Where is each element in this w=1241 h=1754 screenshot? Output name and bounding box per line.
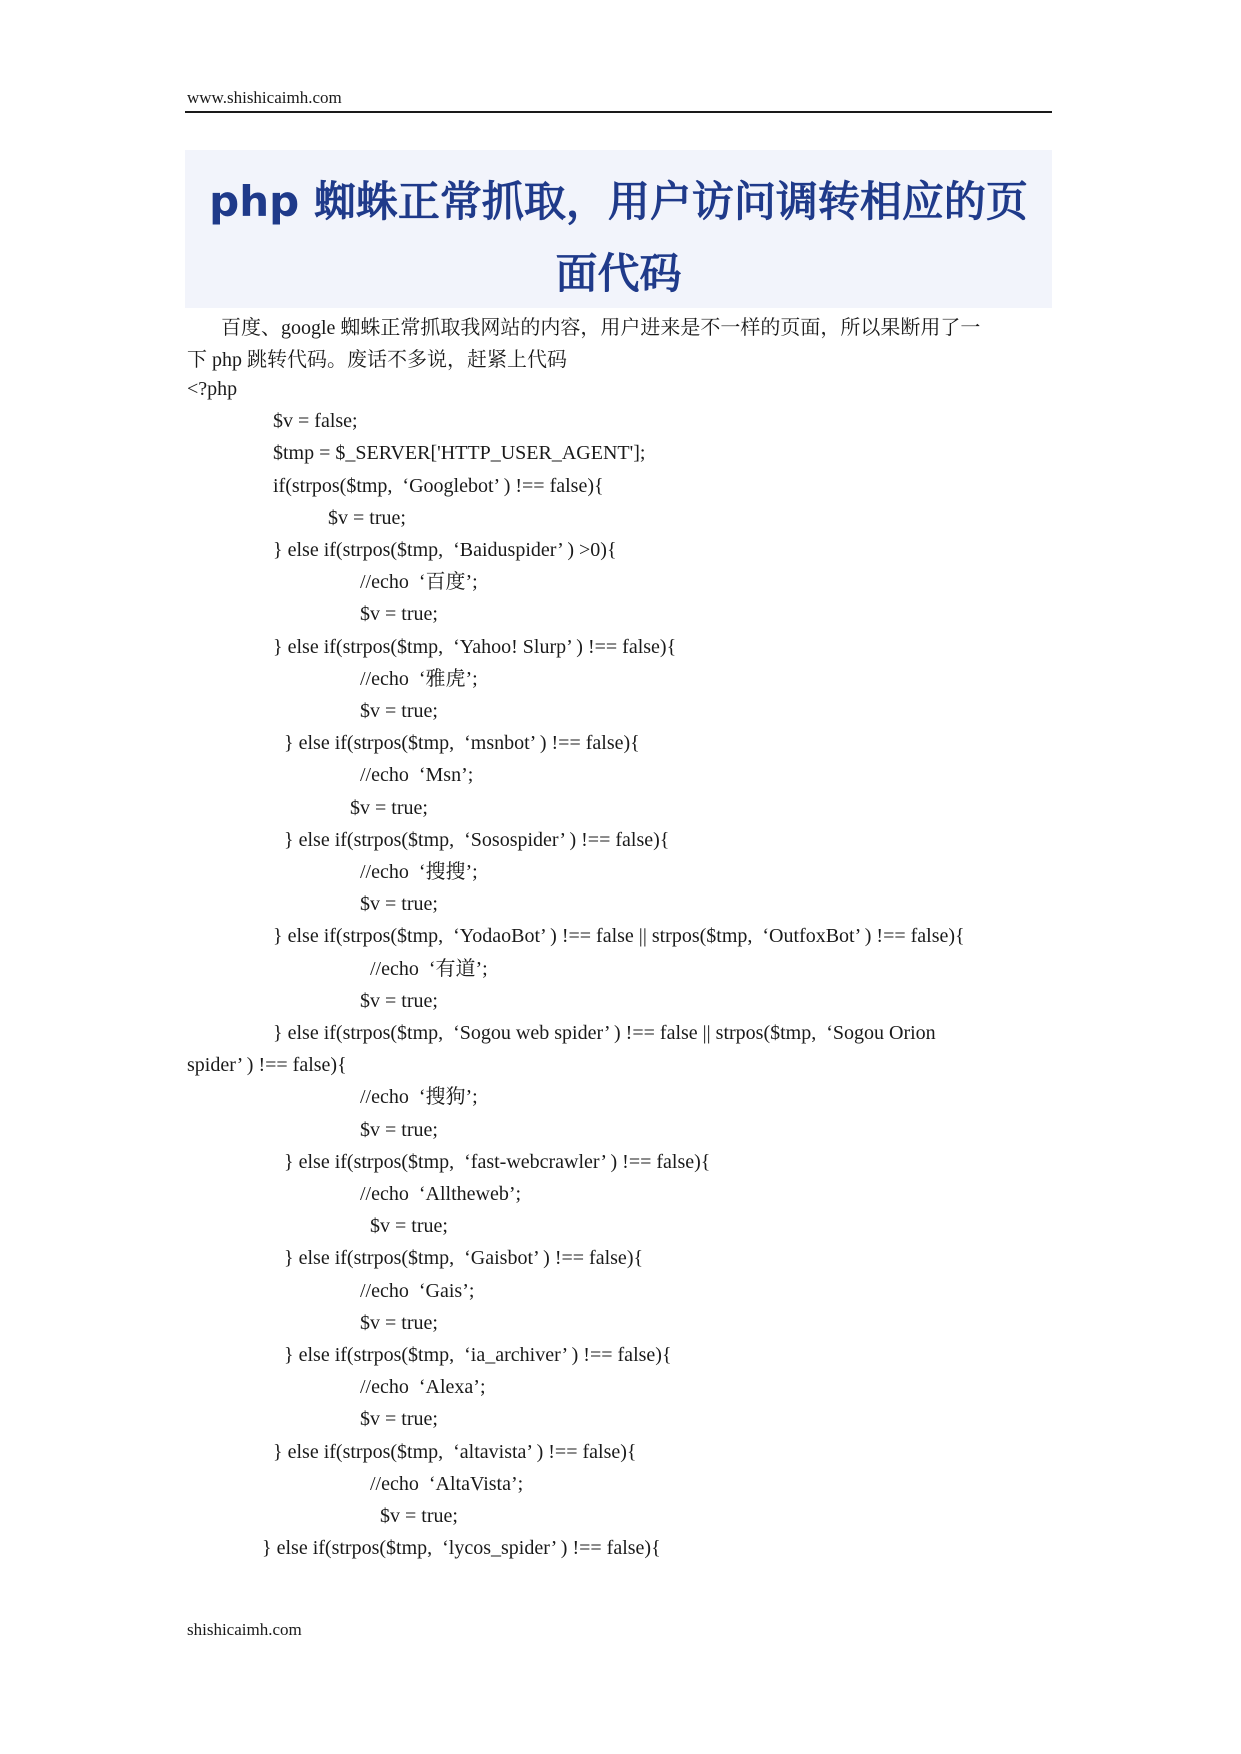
- code-line: $v = true;: [360, 989, 438, 1012]
- code-line: $v = false;: [273, 410, 358, 433]
- code-line: //echo ‘Gais’;: [360, 1279, 475, 1302]
- code-line: } else if(strpos($tmp, ‘lycos_spider’ ) !== false){: [262, 1537, 661, 1560]
- code-line: } else if(strpos($tmp, ‘Gaisbot’ ) !== false){: [284, 1247, 644, 1270]
- code-line: //echo ‘搜狗’;: [360, 1086, 478, 1109]
- code-line: $v = true;: [350, 796, 428, 819]
- code-line: } else if(strpos($tmp, ‘YodaoBot’ ) !== false || strpos($tmp, ‘OutfoxBot’ ) !== false){: [273, 925, 965, 948]
- page-title-line-2: 面代码: [555, 249, 682, 298]
- code-line: } else if(strpos($tmp, ‘ia_archiver’ ) !== false){: [284, 1344, 672, 1366]
- code-line: $v = true;: [360, 1408, 438, 1431]
- intro-line-1: 百度、google 蜘蛛正常抓取我网站的内容，用户进来是不一样的页面，所以果断用了一: [221, 317, 981, 339]
- footer-site: shishicaimh.com: [187, 1620, 302, 1639]
- code-line: $v = true;: [360, 1311, 438, 1334]
- code-line: $v = true;: [360, 700, 438, 722]
- code-line: spider’ ) !== false){: [187, 1054, 347, 1077]
- header-site: www.shishicaimh.com: [187, 88, 342, 107]
- code-line: } else if(strpos($tmp, ‘Yahoo! Slurp’ ) !== false){: [273, 635, 677, 658]
- code-line: $v = true;: [360, 1118, 438, 1141]
- code-line: //echo ‘Alltheweb’;: [360, 1183, 522, 1205]
- code-line: //echo ‘Alexa’;: [360, 1376, 486, 1399]
- code-line: } else if(strpos($tmp, ‘altavista’ ) !== false){: [273, 1440, 637, 1463]
- code-line: $v = true;: [328, 506, 406, 529]
- page-title-line-1: php 蜘蛛正常抓取，用户访问调转相应的页: [209, 177, 1028, 226]
- code-line: <?php: [187, 378, 238, 400]
- code-line: //echo ‘AltaVista’;: [370, 1472, 524, 1495]
- code-line: //echo ‘Msn’;: [360, 764, 474, 787]
- code-line: $v = true;: [360, 603, 438, 626]
- code-line: $v = true;: [380, 1505, 458, 1527]
- code-line: } else if(strpos($tmp, ‘Baiduspider’ ) >0){: [273, 539, 617, 561]
- code-line: //echo ‘百度’;: [360, 571, 478, 594]
- code-line: if(strpos($tmp, ‘Googlebot’ ) !== false){: [273, 474, 604, 497]
- code-line: } else if(strpos($tmp, ‘msnbot’ ) !== false){: [284, 732, 640, 755]
- code-line: } else if(strpos($tmp, ‘Sogou web spider’ ) !== false || strpos($tmp, ‘Sogou Orion: [273, 1022, 936, 1044]
- code-line: } else if(strpos($tmp, ‘Sosospider’ ) !== false){: [284, 828, 670, 851]
- code-line: $v = true;: [370, 1215, 448, 1238]
- code-line: //echo ‘有道’;: [370, 957, 488, 980]
- intro-line-2: 下 php 跳转代码。废话不多说，赶紧上代码: [187, 349, 567, 371]
- code-line: } else if(strpos($tmp, ‘fast-webcrawler’ ) !== false){: [284, 1150, 711, 1173]
- code-line: //echo ‘雅虎’;: [360, 667, 478, 690]
- code-line: $tmp = $_SERVER['HTTP_USER_AGENT'];: [273, 442, 646, 465]
- code-line: $v = true;: [360, 893, 438, 916]
- code-line: //echo ‘搜搜’;: [360, 861, 478, 883]
